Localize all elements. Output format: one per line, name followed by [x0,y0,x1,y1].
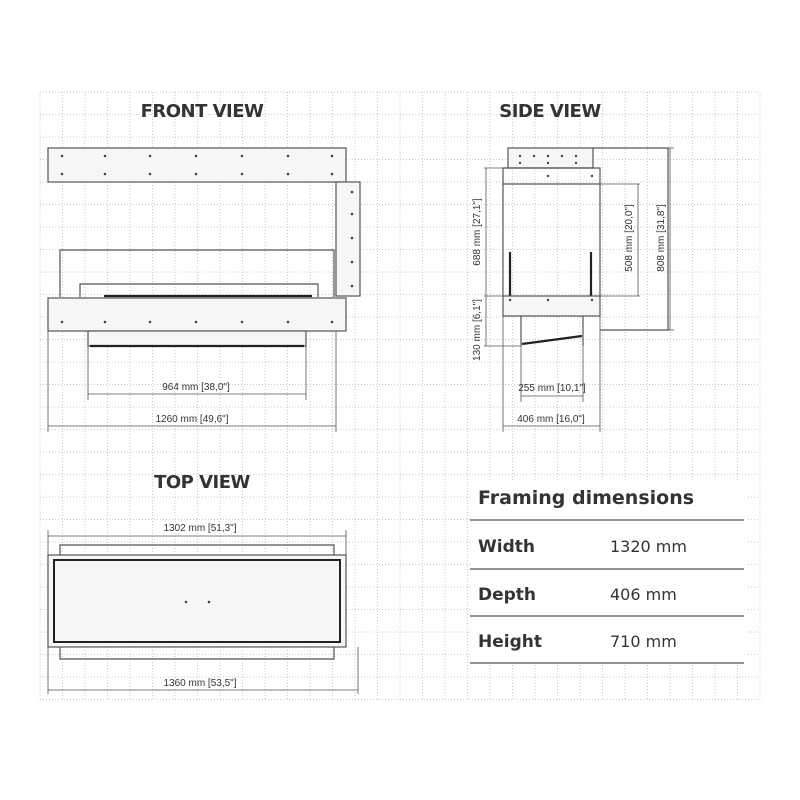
top-view [48,472,358,694]
top-rear-lip [60,545,334,555]
front-view [48,101,360,432]
side-view-title: SIDE VIEW [499,101,601,122]
front-lower-section [88,331,306,346]
top-view-title: TOP VIEW [154,472,250,493]
front-top-hood [48,148,346,182]
side-dim-130-label: 130 mm [6,1"] [472,299,483,361]
framing-row-height-value: 710 mm [610,632,677,651]
front-firebox-back [60,250,334,297]
side-top-hood [508,148,593,168]
side-dim-508-label: 508 mm [20,0"] [624,204,635,272]
side-duct-plate [522,336,582,344]
framing-row-depth-value: 406 mm [610,585,677,604]
front-side-flange [336,182,360,296]
side-dim-688 [484,168,503,296]
front-view-title: FRONT VIEW [140,101,264,122]
framing-table [470,480,748,663]
side-view [472,101,674,432]
framing-title: Framing dimensions [478,487,695,509]
side-dim-255-label: 255 mm [10,1"] [518,383,586,394]
side-duct-walls [521,316,583,346]
top-marker-dot [208,601,211,604]
side-dim-808-label: 808 mm [31,8"] [656,204,667,272]
top-dim-1360-label: 1360 mm [53,5"] [163,678,237,689]
side-body-walls [503,184,600,296]
side-top-box-screws [547,175,593,177]
framing-row-height-label: Height [478,632,542,652]
framing-row-width-label: Width [478,537,535,557]
front-base [48,298,346,331]
top-body-outer [48,555,346,647]
top-front-lip [60,647,334,659]
side-dim-688-label: 688 mm [27,1"] [472,198,483,266]
side-dim-406-label: 406 mm [16,0"] [517,414,585,425]
framing-row-width-value: 1320 mm [610,537,687,556]
top-dim-1302-label: 1302 mm [51,3"] [163,523,237,534]
side-base [503,296,600,316]
front-dim-1260-label: 1260 mm [49,6"] [155,414,229,425]
front-dim-964-label: 964 mm [38,0"] [162,382,230,393]
top-marker-dot [185,601,188,604]
framing-row-depth-label: Depth [478,585,537,605]
